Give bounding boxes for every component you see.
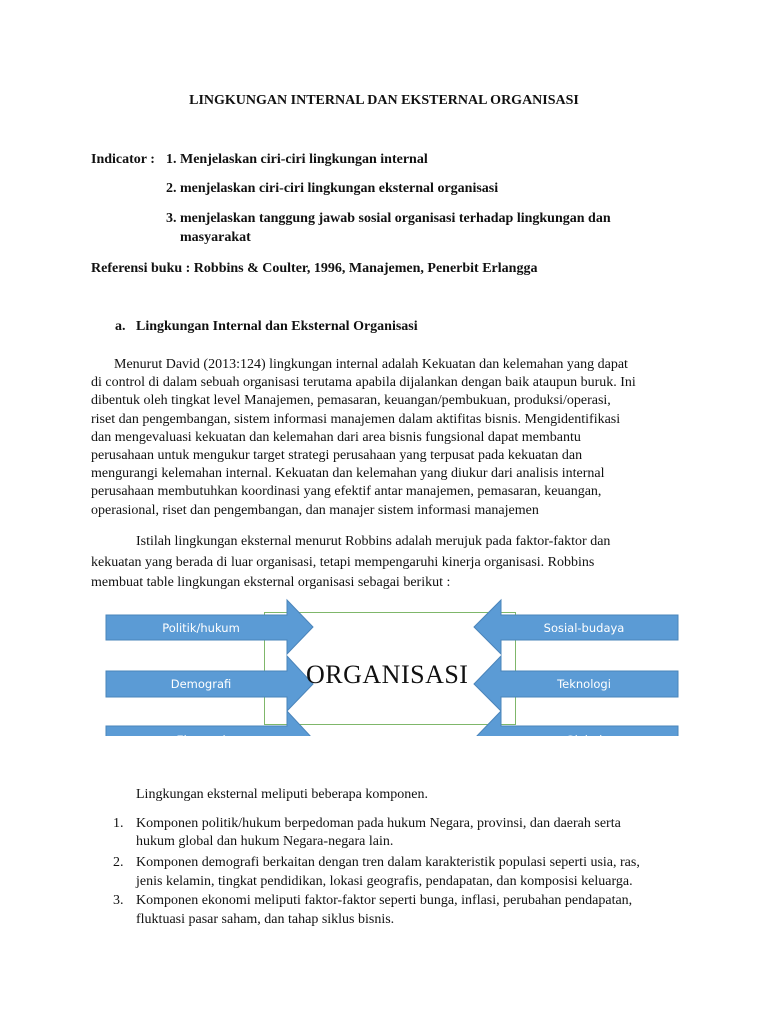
arrow-ekonomi (106, 711, 313, 736)
para1-line: riset dan pengembangan, sistem informasi manajemen dalam aktifitas bisnis. Mengidentifikasi (91, 411, 621, 427)
indicator-item-2: 2. menjelaskan ciri-ciri lingkungan eksternal organisasi (166, 181, 499, 196)
list-item-line: Komponen demografi berkaitan dengan tren dalam karakteristik populasi seperti usia, ras, (136, 855, 640, 870)
para2-line: membuat table lingkungan eksternal organisasi sebagai berikut : (91, 575, 451, 590)
paragraph-external (91, 532, 691, 594)
arrow-politik (106, 600, 313, 654)
list-number: 1. (113, 816, 124, 831)
list-item-line: Komponen politik/hukum berpedoman pada hukum Negara, provinsi, dan daerah serta (136, 816, 621, 831)
label-politik: Politik/hukum (162, 621, 240, 635)
indicator-label: Indicator : (91, 152, 155, 167)
para1-line: perusahaan untuk mengukur target strategi perusahaan yang terpusat pada kekuatan dan (91, 448, 583, 464)
section-heading: Lingkungan Internal dan Eksternal Organisasi (136, 319, 418, 334)
label-demografi: Demografi (170, 677, 232, 691)
label-sosial: Sosial-budaya (543, 621, 625, 635)
para2-line: kekuatan yang berada di luar organisasi, tetapi mempengaruhi kinerja organisasi. Robbins (91, 554, 595, 570)
label-teknologi: Teknologi (557, 677, 611, 691)
para1-line: dan mengevaluasi kekuatan dan kelemahan dari area bisnis fungsional dapat membantu (91, 429, 581, 445)
para1-line: dibentuk oleh tingkat level Manajemen, pemasaran, keuangan/pembukuan, produksi/operasi, (91, 393, 611, 409)
paragraph-internal (91, 356, 691, 520)
indicator-item-3-cont: masyarakat (180, 230, 251, 245)
para1-line: perusahaan membutuhkan koordinasi yang efektif antar manajemen, pemasaran, keuangan, (91, 484, 602, 500)
arrow-demografi (106, 656, 313, 711)
list-intro: Lingkungan eksternal meliputi beberapa komponen. (136, 787, 428, 802)
arrow-global (474, 711, 678, 736)
list-item-line: jenis kelamin, tingkat pendidikan, lokasi geografis, pendapatan, dan komposisi keluarga. (136, 874, 633, 889)
arrow-teknologi (474, 656, 678, 711)
list-number: 3. (113, 893, 124, 908)
para1-line: Menurut David (2013:124) lingkungan internal adalah Kekuatan dan kelemahan yang dapat (114, 357, 628, 372)
arrow-sosial (474, 600, 678, 654)
label-global: Global (565, 733, 603, 747)
organisasi-label: ORGANISASI (306, 660, 469, 689)
para2-line: Istilah lingkungan eksternal menurut Robbins adalah merujuk pada faktor-faktor dan (136, 534, 611, 549)
section-marker: a. (115, 319, 126, 334)
indicator-item-1: 1. Menjelaskan ciri-ciri lingkungan internal (166, 152, 428, 167)
page-title: LINGKUNGAN INTERNAL DAN EKSTERNAL ORGANISASI (189, 93, 579, 108)
referensi: Referensi buku : Robbins & Coulter, 1996, Manajemen, Penerbit Erlangga (91, 261, 538, 276)
label-ekonomi: Ekonomi (176, 733, 226, 747)
para1-line: di control di dalam sebuah organisasi terutama apabila dijalankan dengan baik ataupun buruk. Ini (91, 375, 636, 391)
indicator-item-3: 3. menjelaskan tanggung jawab sosial organisasi terhadap lingkungan dan (166, 211, 611, 226)
list-item-line: Komponen ekonomi meliputi faktor-faktor seperti bunga, inflasi, perubahan pendapatan, (136, 893, 633, 908)
para1-line: operasional, riset dan pengembangan, dan manajer sistem informasi manajemen (91, 502, 539, 518)
para1-line: mengurangi kelemahan internal. Kekuatan dan kelemahan yang diukur dari analisis internal (91, 466, 605, 482)
list-item-line: fluktuasi pasar saham, dan tahap siklus bisnis. (136, 912, 395, 927)
list-number: 2. (113, 855, 124, 870)
list-item-line: hukum global dan hukum Negara-negara lain. (136, 834, 394, 849)
